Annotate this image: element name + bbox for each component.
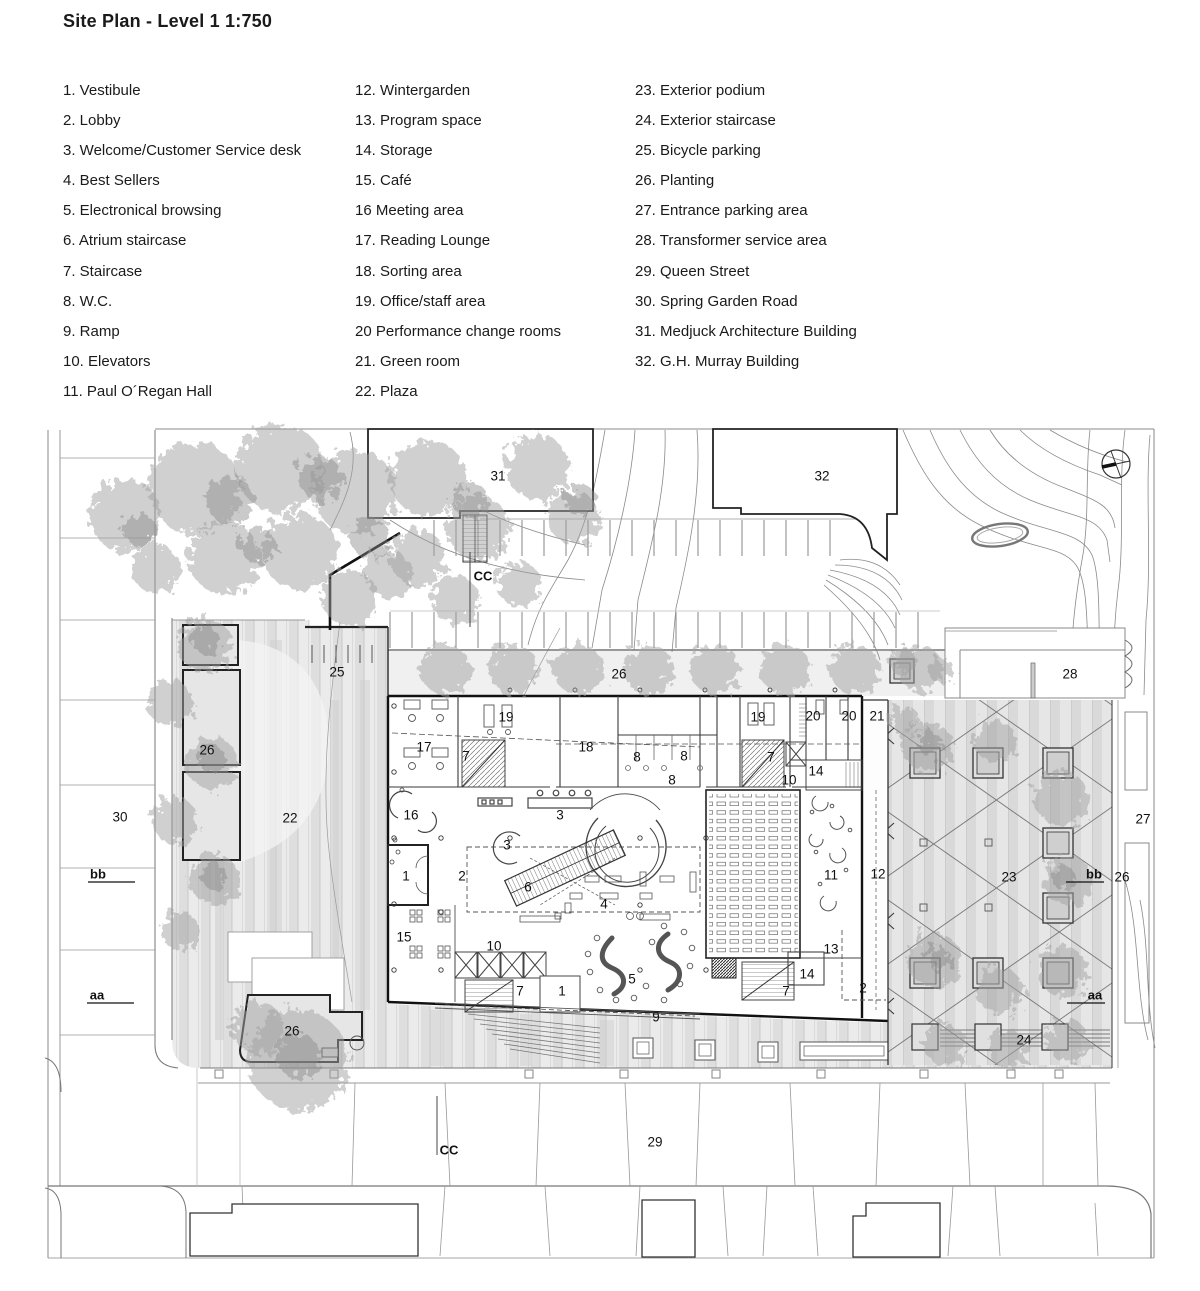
staircase-top-left [462, 740, 505, 787]
plan-label: CC [473, 568, 493, 584]
legend-item: 15. Café [355, 172, 412, 190]
plan-label: 28 [1062, 666, 1078, 682]
staircase-top-right [742, 740, 784, 787]
plan-label: 2 [458, 868, 466, 884]
plan-label: aa [89, 987, 105, 1003]
building-28-transformer [945, 628, 1132, 698]
wintergarden-strip [862, 700, 888, 1018]
legend-item: 31. Medjuck Architecture Building [635, 322, 857, 340]
plan-label: 10 [486, 938, 502, 954]
plan-label: 3 [556, 807, 564, 823]
plan-label: 26 [611, 666, 627, 682]
plan-label: 20 [841, 708, 857, 724]
plan-label: 29 [647, 1134, 663, 1150]
plan-label: 25 [329, 664, 345, 680]
legend-item: 29. Queen Street [635, 262, 750, 280]
legend-item: 32. G.H. Murray Building [635, 352, 800, 370]
plan-label: 31 [490, 468, 506, 484]
planter [1043, 828, 1073, 858]
plan-label: 17 [416, 739, 432, 755]
legend-item: 1. Vestibule [63, 82, 141, 99]
plan-label: 8 [633, 749, 641, 765]
north-arrow-icon [1102, 450, 1130, 478]
legend-item: 25. Bicycle parking [635, 142, 761, 160]
legend-item: 12. Wintergarden [355, 82, 471, 99]
legend-item: 14. Storage [355, 142, 433, 160]
plan-label: 14 [808, 763, 824, 779]
plan-label: 30 [112, 809, 128, 825]
plan-label: bb [1086, 866, 1102, 882]
legend-item: 6. Atrium staircase [63, 232, 187, 250]
legend-item: 8. W.C. [63, 292, 113, 310]
legend-item: 19. Office/staff area [355, 292, 486, 310]
plan-label: CC [439, 1142, 459, 1158]
auditorium [706, 790, 800, 978]
plan-label: 26 [199, 742, 215, 758]
plan-label: 9 [652, 1009, 660, 1025]
legend-item: 24. Exterior staircase [635, 112, 776, 130]
plan-label: 7 [516, 983, 524, 999]
plan-label: 8 [680, 748, 688, 764]
plan-label: 5 [628, 971, 636, 987]
plan-label: 8 [668, 772, 676, 788]
plan-label: aa [1087, 987, 1103, 1003]
legend-item: 26. Planting [635, 172, 715, 190]
elevators-bottom [455, 952, 546, 978]
plan-label: 2 [859, 980, 867, 996]
page-title: Site Plan - Level 1 1:750 [63, 11, 273, 31]
legend-item: 22. Plaza [355, 382, 418, 400]
legend-item: 23. Exterior podium [635, 82, 766, 99]
legend-item: 10. Elevators [63, 352, 151, 370]
legend-item: 5. Electronical browsing [63, 202, 222, 220]
plan-label: 26 [1114, 869, 1130, 885]
plan-label: 13 [823, 941, 839, 957]
legend-item: 13. Program space [355, 112, 482, 130]
plan-label: 4 [600, 896, 608, 912]
legend-item: 30. Spring Garden Road [635, 292, 798, 310]
legend-item: 3. Welcome/Customer Service desk [63, 142, 302, 160]
plan-label: 20 [805, 708, 821, 724]
plan-label: 26 [284, 1023, 300, 1039]
legend-item: 2. Lobby [63, 112, 121, 130]
plan-label: 12 [870, 866, 886, 882]
plan-label: 1 [402, 868, 410, 884]
legend-item: 28. Transformer service area [635, 232, 827, 250]
stage-block [712, 958, 736, 978]
plan-label: 7 [767, 749, 775, 765]
plan-label: 1 [558, 983, 566, 999]
plan-label: 15 [396, 929, 412, 945]
legend-item: 20 Performance change rooms [355, 322, 561, 340]
plan-label: 14 [799, 966, 815, 982]
building-32 [713, 429, 897, 560]
plan-label: 27 [1135, 811, 1151, 827]
plan-label: 23 [1001, 869, 1017, 885]
plan-label: 32 [814, 468, 830, 484]
plan-label: 21 [869, 708, 885, 724]
plan-label: 19 [750, 709, 766, 725]
plan-label: 24 [1016, 1032, 1032, 1048]
legend-item: 21. Green room [355, 352, 461, 370]
legend-item: 4. Best Sellers [63, 172, 160, 190]
legend-item: 17. Reading Lounge [355, 232, 491, 250]
plan-label: 10 [781, 772, 797, 788]
plan-label: 18 [578, 739, 594, 755]
plan-label: 16 [403, 807, 419, 823]
legend-item: 9. Ramp [63, 322, 120, 340]
legend-item: 11. Paul O´Regan Hall [63, 382, 212, 400]
legend-item: 18. Sorting area [355, 262, 462, 280]
legend-item: 7. Staircase [63, 262, 143, 280]
plan-label: 7 [782, 983, 790, 999]
plan-label: 6 [524, 879, 532, 895]
legend-item: 16 Meeting area [355, 202, 464, 220]
plan-label: 22 [282, 810, 298, 826]
plan-label: 11 [823, 867, 839, 883]
legend-item: 27. Entrance parking area [635, 202, 808, 220]
plan-label: 3 [503, 837, 511, 853]
plan-label: 19 [498, 709, 514, 725]
plan-label: 7 [462, 748, 470, 764]
south-buildings [190, 1200, 940, 1257]
plan-label: bb [90, 866, 106, 882]
